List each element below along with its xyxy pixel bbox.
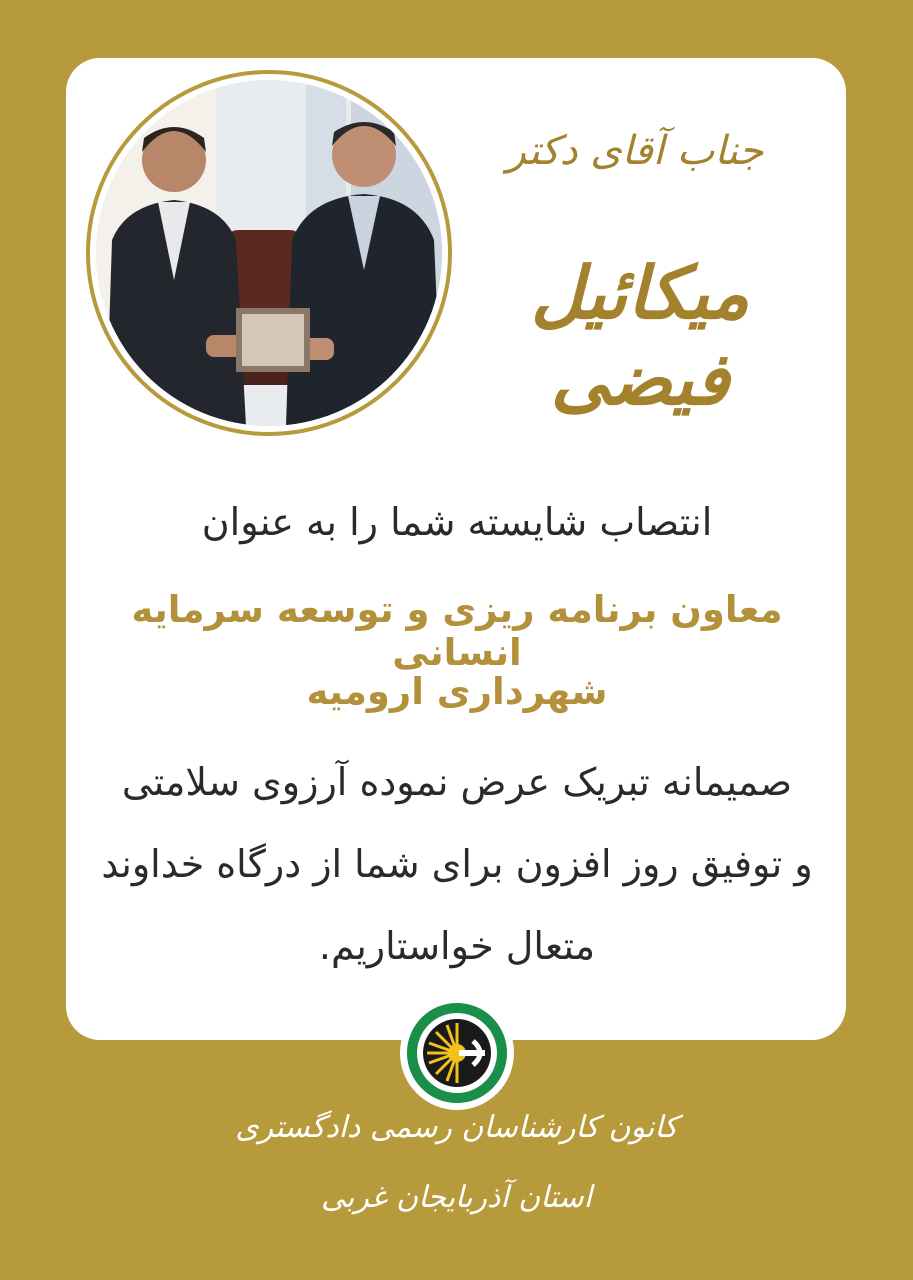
organization-name-line-1: کانون کارشناسان رسمی دادگستری [235,1110,678,1145]
position-title-line-1: معاون برنامه ریزی و توسعه سرمایه انسانی [131,588,783,674]
person-name: میکائیل فیضی [530,250,750,422]
organization-name-line-2: استان آذربایجان غربی [321,1180,592,1215]
honorific-title: جناب آقای دکتر [506,128,764,174]
message-line-5: و توفیق روز افزون برای شما از درگاه خداوند [101,842,813,886]
portrait-photo-illustration [96,80,442,426]
organization-logo-icon [407,1003,507,1103]
message-line-6: متعال خواستاریم. [318,924,596,968]
message-line-1: انتصاب شایسته شما را به عنوان [201,500,713,544]
portrait-photo [96,80,442,426]
position-title-line-2: شهرداری ارومیه [306,670,608,713]
message-line-4: صمیمانه تبریک عرض نموده آرزوی سلامتی [121,760,793,804]
